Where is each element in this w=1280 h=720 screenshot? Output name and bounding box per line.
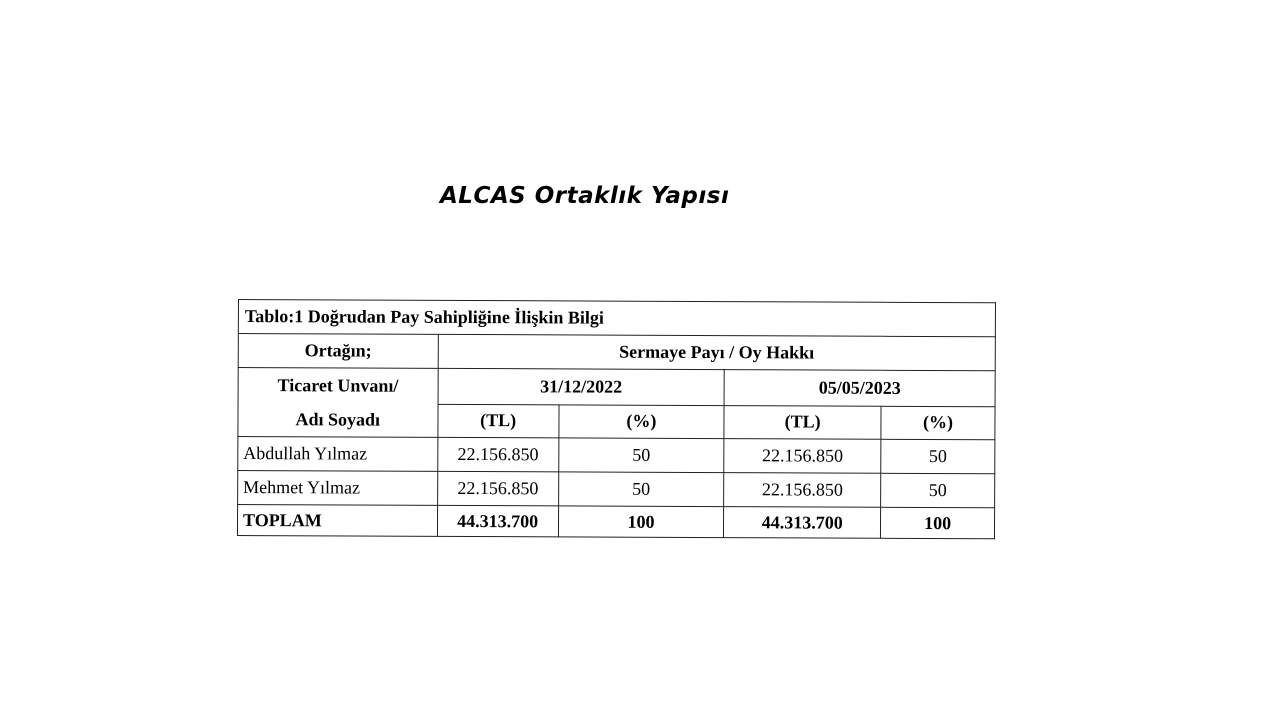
tl-2022-value: 22.156.850 (437, 471, 558, 506)
tl-2023-value: 22.156.850 (724, 439, 881, 474)
owner-header-cell (238, 368, 438, 438)
owner-header-line2: Ticaret Unvanı/ (277, 375, 399, 396)
col-pct-2023: (%) (881, 406, 995, 440)
col-tl-2023: (TL) (724, 405, 881, 439)
pct-2022-value: 50 (558, 472, 724, 507)
date-header-2023: 05/05/2023 (724, 370, 995, 407)
col-tl-2022: (TL) (438, 404, 559, 438)
total-pct-2022: 100 (558, 506, 724, 538)
pct-2023-value: 50 (881, 473, 995, 507)
shareholder-name: Abdullah Yılmaz (238, 437, 438, 472)
pct-2023-value: 50 (881, 439, 995, 473)
table-row (238, 437, 995, 474)
col-pct-2022: (%) (559, 404, 725, 438)
total-label: TOPLAM (237, 505, 437, 537)
group-header: Sermaye Payı / Oy Hakkı (438, 334, 995, 370)
total-row (237, 505, 994, 539)
date-header-2022: 31/12/2022 (438, 368, 725, 405)
page-title: ALCAS Ortaklık Yapısı (440, 183, 730, 209)
total-tl-2023: 44.313.700 (724, 507, 881, 539)
total-pct-2023: 100 (881, 507, 995, 538)
owner-header-line1: Ortağın; (238, 334, 438, 369)
table-caption: Tablo:1 Doğrudan Pay Sahipliğine İlişkin Bilgi (238, 300, 995, 337)
table-row (238, 471, 995, 508)
owner-header-line3: Adı Soyadı (295, 409, 381, 430)
shareholding-table (237, 299, 996, 539)
tl-2022-value: 22.156.850 (437, 437, 558, 472)
shareholder-name: Mehmet Yılmaz (238, 471, 438, 506)
tl-2023-value: 22.156.850 (724, 473, 881, 508)
pct-2022-value: 50 (558, 438, 724, 473)
total-tl-2022: 44.313.700 (437, 505, 558, 537)
